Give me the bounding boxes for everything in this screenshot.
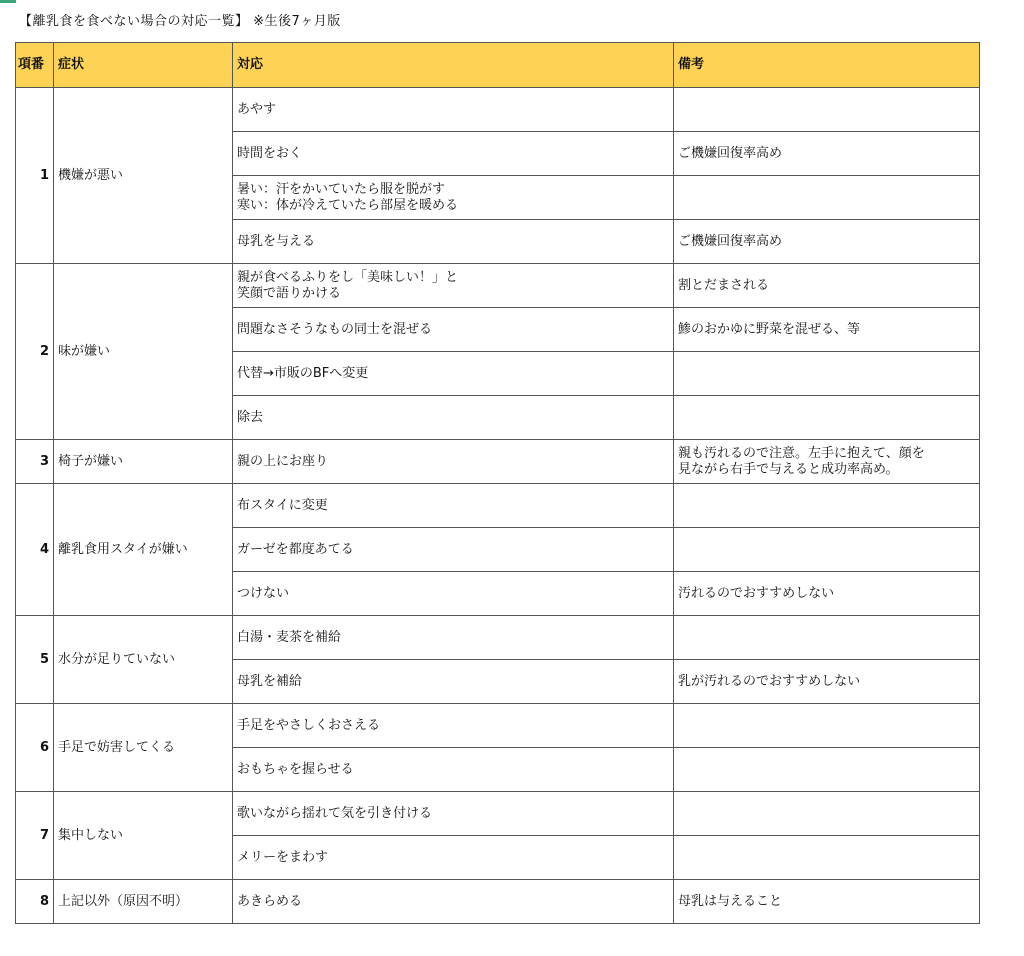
table-row: [16, 880, 980, 924]
cell-note[interactable]: [674, 88, 980, 132]
cell-symptom[interactable]: 椅子が嫌い: [54, 440, 233, 484]
cell-action[interactable]: 布スタイに変更: [233, 484, 674, 528]
cell-action[interactable]: 暑い：汗をかいていたら服を脱がす 寒い：体が冷えていたら部屋を暖める: [233, 176, 674, 220]
cell-note[interactable]: ご機嫌回復率高め: [674, 220, 980, 264]
table-row: [16, 88, 980, 132]
cell-note[interactable]: [674, 836, 980, 880]
header-note[interactable]: 備考: [674, 43, 980, 88]
table-row: [16, 484, 980, 528]
cell-item-number[interactable]: 5: [16, 616, 54, 704]
cell-action[interactable]: 時間をおく: [233, 132, 674, 176]
cell-symptom[interactable]: 上記以外（原因不明）: [54, 880, 233, 924]
cell-symptom[interactable]: 機嫌が悪い: [54, 88, 233, 264]
cell-note[interactable]: [674, 792, 980, 836]
cell-note[interactable]: [674, 484, 980, 528]
header-symptom[interactable]: 症状: [54, 43, 233, 88]
cell-note[interactable]: [674, 396, 980, 440]
cell-note[interactable]: [674, 352, 980, 396]
cell-symptom[interactable]: 味が嫌い: [54, 264, 233, 440]
cell-symptom[interactable]: 離乳食用スタイが嫌い: [54, 484, 233, 616]
table-body: [16, 88, 980, 924]
cell-note[interactable]: [674, 616, 980, 660]
cell-note[interactable]: 親も汚れるので注意。左手に抱えて、顔を 見ながら右手で与えると成功率高め。: [674, 440, 980, 484]
cell-note[interactable]: [674, 528, 980, 572]
cell-item-number[interactable]: 1: [16, 88, 54, 264]
cell-symptom[interactable]: 水分が足りていない: [54, 616, 233, 704]
cell-action[interactable]: 代替→市販のBFへ変更: [233, 352, 674, 396]
header-action[interactable]: 対応: [233, 43, 674, 88]
cell-action[interactable]: 親の上にお座り: [233, 440, 674, 484]
cell-action[interactable]: ガーゼを都度あてる: [233, 528, 674, 572]
cell-action[interactable]: あやす: [233, 88, 674, 132]
cell-action[interactable]: 除去: [233, 396, 674, 440]
cell-item-number[interactable]: 4: [16, 484, 54, 616]
cell-item-number[interactable]: 8: [16, 880, 54, 924]
cell-action[interactable]: 母乳を与える: [233, 220, 674, 264]
header-row: [16, 43, 980, 88]
cell-note[interactable]: 鯵のおかゆに野菜を混ぜる、等: [674, 308, 980, 352]
cell-note[interactable]: ご機嫌回復率高め: [674, 132, 980, 176]
cell-action[interactable]: メリーをまわす: [233, 836, 674, 880]
table-row: [16, 440, 980, 484]
sheet-corner-mark: [0, 0, 16, 3]
cell-action[interactable]: 母乳を補給: [233, 660, 674, 704]
cell-item-number[interactable]: 6: [16, 704, 54, 792]
cell-item-number[interactable]: 2: [16, 264, 54, 440]
cell-note[interactable]: 汚れるのでおすすめしない: [674, 572, 980, 616]
table-row: [16, 704, 980, 748]
header-no[interactable]: 項番: [16, 43, 54, 88]
cell-note[interactable]: 割とだまされる: [674, 264, 980, 308]
table-row: [16, 264, 980, 308]
cell-item-number[interactable]: 7: [16, 792, 54, 880]
cell-item-number[interactable]: 3: [16, 440, 54, 484]
cell-note[interactable]: 母乳は与えること: [674, 880, 980, 924]
cell-note[interactable]: 乳が汚れるのでおすすめしない: [674, 660, 980, 704]
cell-action[interactable]: 白湯・麦茶を補給: [233, 616, 674, 660]
cell-symptom[interactable]: 集中しない: [54, 792, 233, 880]
cell-action[interactable]: 手足をやさしくおさえる: [233, 704, 674, 748]
cell-action[interactable]: あきらめる: [233, 880, 674, 924]
table-row: [16, 616, 980, 660]
page-title: 【離乳食を食べない場合の対応一覧】 ※生後7ヶ月版: [19, 14, 341, 29]
cell-note[interactable]: [674, 704, 980, 748]
cell-note[interactable]: [674, 176, 980, 220]
cell-action[interactable]: 親が食べるふりをし「美味しい！」と 笑顔で語りかける: [233, 264, 674, 308]
response-table: [15, 42, 980, 924]
cell-action[interactable]: 歌いながら揺れて気を引き付ける: [233, 792, 674, 836]
cell-symptom[interactable]: 手足で妨害してくる: [54, 704, 233, 792]
cell-action[interactable]: おもちゃを握らせる: [233, 748, 674, 792]
cell-action[interactable]: 問題なさそうなもの同士を混ぜる: [233, 308, 674, 352]
cell-action[interactable]: つけない: [233, 572, 674, 616]
table-row: [16, 792, 980, 836]
cell-note[interactable]: [674, 748, 980, 792]
